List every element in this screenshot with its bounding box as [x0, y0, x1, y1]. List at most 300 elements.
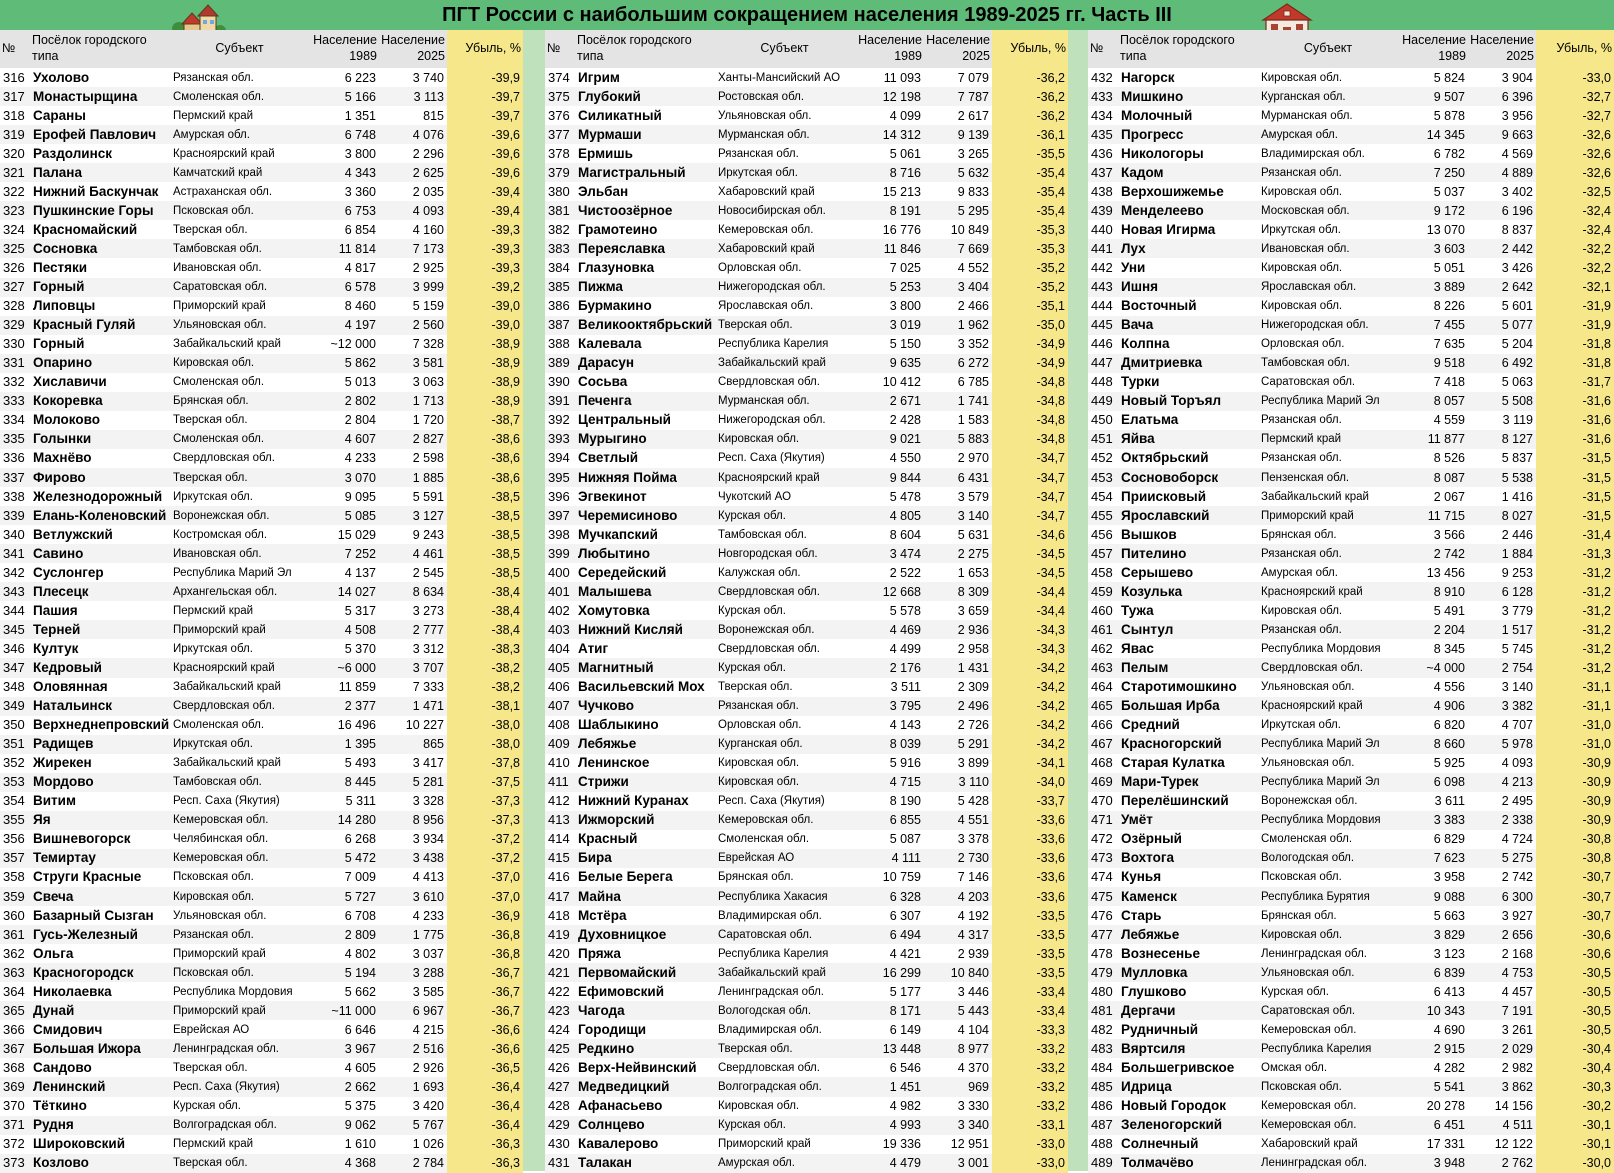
population-1989: 14 312	[854, 125, 924, 144]
row-number: 324	[0, 220, 30, 239]
decline-percent: -39,3	[447, 258, 523, 277]
settlement-name: Раздолинск	[30, 144, 170, 163]
decline-percent: -39,6	[447, 163, 523, 182]
population-2025: 3 420	[379, 1097, 447, 1116]
row-number: 391	[545, 392, 575, 411]
table-row	[0, 1058, 523, 1077]
subject-name: Приморский край	[170, 620, 309, 639]
decline-percent: -31,3	[1536, 544, 1614, 563]
subject-name: Ивановская обл.	[170, 258, 309, 277]
subject-name: Красноярский край	[170, 144, 309, 163]
decline-percent: -38,4	[447, 601, 523, 620]
population-2025: 12 122	[1468, 1135, 1536, 1154]
population-1989: 12 198	[854, 87, 924, 106]
subject-name: Ульяновская обл.	[1258, 678, 1398, 697]
population-1989: 4 805	[854, 506, 924, 525]
population-2025: 9 243	[379, 525, 447, 544]
settlement-name: Нагорск	[1118, 68, 1258, 87]
population-2025: 4 215	[379, 1020, 447, 1039]
table-row	[1088, 716, 1614, 735]
table-row	[1088, 220, 1614, 239]
subject-name: Ульяновская обл.	[170, 906, 309, 925]
decline-percent: -38,6	[447, 430, 523, 449]
row-number: 334	[0, 411, 30, 430]
settlement-name: Дергачи	[1118, 1001, 1258, 1020]
decline-percent: -31,2	[1536, 620, 1614, 639]
settlement-name: Фирово	[30, 468, 170, 487]
decline-percent: -38,5	[447, 487, 523, 506]
population-1989: 3 019	[854, 316, 924, 335]
table-row	[545, 944, 1068, 963]
population-2025: 3 899	[924, 754, 992, 773]
population-2025: 3 707	[379, 658, 447, 677]
population-2025: 3 312	[379, 639, 447, 658]
subject-name: Камчатский край	[170, 163, 309, 182]
table-row	[1088, 354, 1614, 373]
population-1989: 16 776	[854, 220, 924, 239]
decline-percent: -36,4	[447, 1077, 523, 1096]
settlement-name: Колпна	[1118, 335, 1258, 354]
settlement-name: Плесецк	[30, 582, 170, 601]
subject-name: Ивановская обл.	[170, 544, 309, 563]
table-row	[1088, 449, 1614, 468]
row-number: 432	[1088, 68, 1118, 87]
subject-name: Красноярский край	[1258, 582, 1398, 601]
settlement-name: Палана	[30, 163, 170, 182]
decline-percent: -33,0	[1536, 68, 1614, 87]
population-1989: 6 494	[854, 925, 924, 944]
subject-name: Приморский край	[1258, 506, 1398, 525]
subject-name: Кировская обл.	[715, 430, 854, 449]
population-1989: 7 250	[1398, 163, 1468, 182]
subject-name: Новгородская обл.	[715, 544, 854, 563]
settlement-name: Майна	[575, 887, 715, 906]
decline-percent: -35,0	[992, 316, 1068, 335]
settlement-name: Горный	[30, 278, 170, 297]
table-row	[0, 220, 523, 239]
population-1989: 13 456	[1398, 563, 1468, 582]
row-number: 433	[1088, 87, 1118, 106]
subject-name: Московская обл.	[1258, 201, 1398, 220]
row-number: 450	[1088, 411, 1118, 430]
settlement-name: Елань-Коленовский	[30, 506, 170, 525]
decline-percent: -37,8	[447, 754, 523, 773]
population-1989: 8 345	[1398, 639, 1468, 658]
subject-name: Псковская обл.	[1258, 868, 1398, 887]
row-number: 338	[0, 487, 30, 506]
row-number: 389	[545, 354, 575, 373]
table-row	[545, 620, 1068, 639]
population-2025: 6 396	[1468, 87, 1536, 106]
population-1989: 3 603	[1398, 239, 1468, 258]
settlement-name: Верх-Нейвинский	[575, 1058, 715, 1077]
decline-percent: -39,4	[447, 182, 523, 201]
row-number: 339	[0, 506, 30, 525]
row-number: 421	[545, 963, 575, 982]
decline-percent: -31,8	[1536, 354, 1614, 373]
row-number: 419	[545, 925, 575, 944]
population-2025: 3 001	[924, 1154, 992, 1173]
population-1989: 6 782	[1398, 144, 1468, 163]
population-1989: 3 511	[854, 678, 924, 697]
population-2025: 10 227	[379, 716, 447, 735]
subject-name: Респ. Саха (Якутия)	[170, 1077, 309, 1096]
population-2025: 3 659	[924, 601, 992, 620]
table-row	[0, 468, 523, 487]
table-row	[0, 278, 523, 297]
decline-percent: -38,2	[447, 658, 523, 677]
subject-name: Тверская обл.	[170, 1058, 309, 1077]
decline-percent: -34,9	[992, 354, 1068, 373]
population-2025: 2 656	[1468, 925, 1536, 944]
population-1989: 9 507	[1398, 87, 1468, 106]
table-row	[1088, 639, 1614, 658]
header-num: №	[1088, 30, 1118, 68]
subject-name: Рязанская обл.	[715, 144, 854, 163]
subject-name: Владимирская обл.	[1258, 144, 1398, 163]
subject-name: Красноярский край	[715, 468, 854, 487]
population-1989: 5 491	[1398, 601, 1468, 620]
settlement-name: Уни	[1118, 258, 1258, 277]
population-1989: 8 910	[1398, 582, 1468, 601]
settlement-name: Пижма	[575, 278, 715, 297]
settlement-name: Жирекен	[30, 754, 170, 773]
table-row	[545, 163, 1068, 182]
row-number: 439	[1088, 201, 1118, 220]
table-row	[0, 563, 523, 582]
settlement-name: Светлый	[575, 449, 715, 468]
decline-percent: -39,4	[447, 201, 523, 220]
decline-percent: -30,1	[1536, 1135, 1614, 1154]
row-number: 330	[0, 335, 30, 354]
decline-percent: -38,2	[447, 678, 523, 697]
table-row	[545, 754, 1068, 773]
row-number: 371	[0, 1116, 30, 1135]
table-row	[0, 87, 523, 106]
settlement-name: Лебяжье	[575, 735, 715, 754]
settlement-name: Середейский	[575, 563, 715, 582]
population-2025: 5 978	[1468, 735, 1536, 754]
population-1989: 7 418	[1398, 373, 1468, 392]
population-1989: 4 282	[1398, 1058, 1468, 1077]
table-row	[0, 144, 523, 163]
table-row	[545, 1135, 1068, 1154]
table-row	[0, 754, 523, 773]
table-row	[545, 544, 1068, 563]
population-1989: 2 176	[854, 658, 924, 677]
population-2025: 3 352	[924, 335, 992, 354]
population-2025: 5 281	[379, 773, 447, 792]
population-1989: 4 556	[1398, 678, 1468, 697]
settlement-name: Мучкапский	[575, 525, 715, 544]
settlement-name: Идрица	[1118, 1077, 1258, 1096]
settlement-name: Городищи	[575, 1020, 715, 1039]
subject-name: Костромская обл.	[170, 525, 309, 544]
population-1989: 5 541	[1398, 1077, 1468, 1096]
settlement-name: Старая Кулатка	[1118, 754, 1258, 773]
table-row	[0, 297, 523, 316]
decline-percent: -39,3	[447, 239, 523, 258]
decline-percent: -36,3	[447, 1154, 523, 1173]
population-1989: 7 635	[1398, 335, 1468, 354]
subject-name: Иркутская обл.	[1258, 220, 1398, 239]
table-row	[1088, 1077, 1614, 1096]
population-2025: 2 730	[924, 849, 992, 868]
table-row	[1088, 1116, 1614, 1135]
subject-name: Воронежская обл.	[715, 620, 854, 639]
table-row	[545, 392, 1068, 411]
row-number: 340	[0, 525, 30, 544]
decline-percent: -33,6	[992, 868, 1068, 887]
decline-percent: -33,7	[992, 792, 1068, 811]
subject-name: Пермский край	[1258, 430, 1398, 449]
settlement-name: Новый Городок	[1118, 1097, 1258, 1116]
decline-percent: -36,5	[447, 1058, 523, 1077]
subject-name: Амурская обл.	[170, 125, 309, 144]
subject-name: Кировская обл.	[170, 354, 309, 373]
table-row	[0, 354, 523, 373]
table-row	[0, 620, 523, 639]
decline-percent: -34,4	[992, 601, 1068, 620]
table-row	[545, 144, 1068, 163]
subject-name: Тамбовская обл.	[715, 525, 854, 544]
row-number: 349	[0, 697, 30, 716]
population-2025: 2 560	[379, 316, 447, 335]
settlement-name: Приисковый	[1118, 487, 1258, 506]
population-2025: 4 569	[1468, 144, 1536, 163]
decline-percent: -34,2	[992, 678, 1068, 697]
population-2025: 2 970	[924, 449, 992, 468]
row-number: 441	[1088, 239, 1118, 258]
settlement-name: Кокоревка	[30, 392, 170, 411]
population-2025: 7 146	[924, 868, 992, 887]
settlement-name: Кадом	[1118, 163, 1258, 182]
population-2025: 5 632	[924, 163, 992, 182]
row-number: 392	[545, 411, 575, 430]
population-1989: 5 824	[1398, 68, 1468, 87]
row-number: 472	[1088, 830, 1118, 849]
subject-name: Смоленская обл.	[170, 716, 309, 735]
decline-percent: -32,4	[1536, 220, 1614, 239]
table-row	[1088, 849, 1614, 868]
table-row	[1088, 735, 1614, 754]
population-2025: 4 213	[1468, 773, 1536, 792]
settlement-name: Сосновоборск	[1118, 468, 1258, 487]
row-number: 420	[545, 944, 575, 963]
subject-name: Брянская обл.	[715, 868, 854, 887]
subject-name: Свердловская обл.	[715, 1058, 854, 1077]
table-row	[1088, 906, 1614, 925]
population-1989: 7 009	[309, 868, 379, 887]
table-row	[0, 716, 523, 735]
subject-name: Республика Марий Эл	[1258, 392, 1398, 411]
settlement-name: Натальинск	[30, 697, 170, 716]
decline-percent: -36,4	[447, 1097, 523, 1116]
decline-percent: -38,5	[447, 506, 523, 525]
subject-name: Ленинградская обл.	[715, 982, 854, 1001]
settlement-name: Горный	[30, 335, 170, 354]
population-2025: 6 272	[924, 354, 992, 373]
subject-name: Тверская обл.	[170, 1154, 309, 1173]
population-1989: 6 223	[309, 68, 379, 87]
row-number: 436	[1088, 144, 1118, 163]
subject-name: Смоленская обл.	[170, 87, 309, 106]
table-row	[0, 1020, 523, 1039]
population-1989: 4 099	[854, 106, 924, 125]
row-number: 366	[0, 1020, 30, 1039]
settlement-name: Радищев	[30, 735, 170, 754]
population-2025: 14 156	[1468, 1097, 1536, 1116]
population-1989: 6 753	[309, 201, 379, 220]
decline-percent: -37,5	[447, 773, 523, 792]
population-2025: 2 029	[1468, 1039, 1536, 1058]
row-number: 342	[0, 563, 30, 582]
subject-name: Ярославская обл.	[1258, 278, 1398, 297]
settlement-name: Верхнеднепровский	[30, 716, 170, 735]
population-1989: 6 578	[309, 278, 379, 297]
subject-name: Тверская обл.	[170, 220, 309, 239]
table-row	[1088, 468, 1614, 487]
population-2025: 8 837	[1468, 220, 1536, 239]
row-number: 407	[545, 697, 575, 716]
column-separator	[523, 30, 545, 1171]
table-row	[1088, 487, 1614, 506]
settlement-name: Елатьма	[1118, 411, 1258, 430]
table-row	[1088, 1154, 1614, 1173]
population-2025: 3 037	[379, 944, 447, 963]
settlement-name: Серышево	[1118, 563, 1258, 582]
population-1989: 17 331	[1398, 1135, 1468, 1154]
row-number: 462	[1088, 639, 1118, 658]
population-1989: 4 469	[854, 620, 924, 639]
population-2025: 12 951	[924, 1135, 992, 1154]
row-number: 481	[1088, 1001, 1118, 1020]
row-number: 409	[545, 735, 575, 754]
population-1989: 5 311	[309, 792, 379, 811]
settlement-name: Гусь-Железный	[30, 925, 170, 944]
table-row	[1088, 506, 1614, 525]
header-num: №	[545, 30, 575, 68]
decline-percent: -34,2	[992, 716, 1068, 735]
population-1989: 9 172	[1398, 201, 1468, 220]
table-row	[1088, 1020, 1614, 1039]
population-2025: 2 275	[924, 544, 992, 563]
table-row	[545, 735, 1068, 754]
table-row	[545, 658, 1068, 677]
row-number: 437	[1088, 163, 1118, 182]
population-1989: 6 854	[309, 220, 379, 239]
population-2025: 2 762	[1468, 1154, 1536, 1173]
population-1989: 3 958	[1398, 868, 1468, 887]
population-2025: 2 446	[1468, 525, 1536, 544]
settlement-name: Сараны	[30, 106, 170, 125]
row-number: 438	[1088, 182, 1118, 201]
population-2025: 1 775	[379, 925, 447, 944]
population-2025: 3 956	[1468, 106, 1536, 125]
table-row	[1088, 125, 1614, 144]
settlement-name: Вяртсиля	[1118, 1039, 1258, 1058]
table-row	[0, 658, 523, 677]
table-row	[545, 278, 1068, 297]
decline-percent: -33,2	[992, 1039, 1068, 1058]
subject-name: Республика Бурятия	[1258, 887, 1398, 906]
population-1989: 6 708	[309, 906, 379, 925]
decline-percent: -35,5	[992, 144, 1068, 163]
settlement-name: Мулловка	[1118, 963, 1258, 982]
population-1989: 2 671	[854, 392, 924, 411]
population-2025: 3 927	[1468, 906, 1536, 925]
settlement-name: Пряжа	[575, 944, 715, 963]
settlement-name: Сосновка	[30, 239, 170, 258]
decline-percent: -31,5	[1536, 449, 1614, 468]
settlement-name: Стрижи	[575, 773, 715, 792]
population-1989: 1 351	[309, 106, 379, 125]
population-2025: 865	[379, 735, 447, 754]
row-number: 370	[0, 1097, 30, 1116]
subject-name: Псковская обл.	[170, 868, 309, 887]
settlement-name: Красный Гуляй	[30, 316, 170, 335]
row-number: 347	[0, 658, 30, 677]
decline-percent: -34,4	[992, 582, 1068, 601]
population-2025: 3 438	[379, 849, 447, 868]
row-number: 363	[0, 963, 30, 982]
settlement-name: Мстёра	[575, 906, 715, 925]
row-number: 446	[1088, 335, 1118, 354]
decline-percent: -34,2	[992, 658, 1068, 677]
row-number: 360	[0, 906, 30, 925]
population-1989: 4 817	[309, 258, 379, 277]
row-number: 354	[0, 792, 30, 811]
population-2025: 2 784	[379, 1154, 447, 1173]
row-number: 465	[1088, 697, 1118, 716]
settlement-name: Прогресс	[1118, 125, 1258, 144]
row-number: 328	[0, 297, 30, 316]
subject-name: Амурская обл.	[1258, 125, 1398, 144]
population-2025: 7 333	[379, 678, 447, 697]
settlement-name: Центральный	[575, 411, 715, 430]
row-number: 484	[1088, 1058, 1118, 1077]
population-1989: 2 742	[1398, 544, 1468, 563]
table-row	[545, 582, 1068, 601]
population-2025: 9 139	[924, 125, 992, 144]
decline-percent: -34,7	[992, 487, 1068, 506]
settlement-name: Эльбан	[575, 182, 715, 201]
population-1989: 3 948	[1398, 1154, 1468, 1173]
subject-name: Пермский край	[170, 601, 309, 620]
table-row	[545, 678, 1068, 697]
subject-name: Пермский край	[170, 1135, 309, 1154]
row-number: 434	[1088, 106, 1118, 125]
settlement-name: Красномайский	[30, 220, 170, 239]
row-number: 471	[1088, 811, 1118, 830]
population-1989: 2 377	[309, 697, 379, 716]
settlement-name: Нижний Кисляй	[575, 620, 715, 639]
settlement-name: Савино	[30, 544, 170, 563]
settlement-name: Чистоозёрное	[575, 201, 715, 220]
settlement-name: Силикатный	[575, 106, 715, 125]
population-2025: 2 296	[379, 144, 447, 163]
population-2025: 2 466	[924, 297, 992, 316]
row-number: 406	[545, 678, 575, 697]
subject-name: Кировская обл.	[1258, 258, 1398, 277]
subject-name: Кировская обл.	[170, 887, 309, 906]
settlement-name: Солнечный	[1118, 1135, 1258, 1154]
population-2025: 4 413	[379, 868, 447, 887]
subject-name: Калужская обл.	[715, 563, 854, 582]
subject-name: Республика Мордовия	[1258, 639, 1398, 658]
subject-name: Курская обл.	[715, 601, 854, 620]
subject-name: Курская обл.	[170, 1097, 309, 1116]
